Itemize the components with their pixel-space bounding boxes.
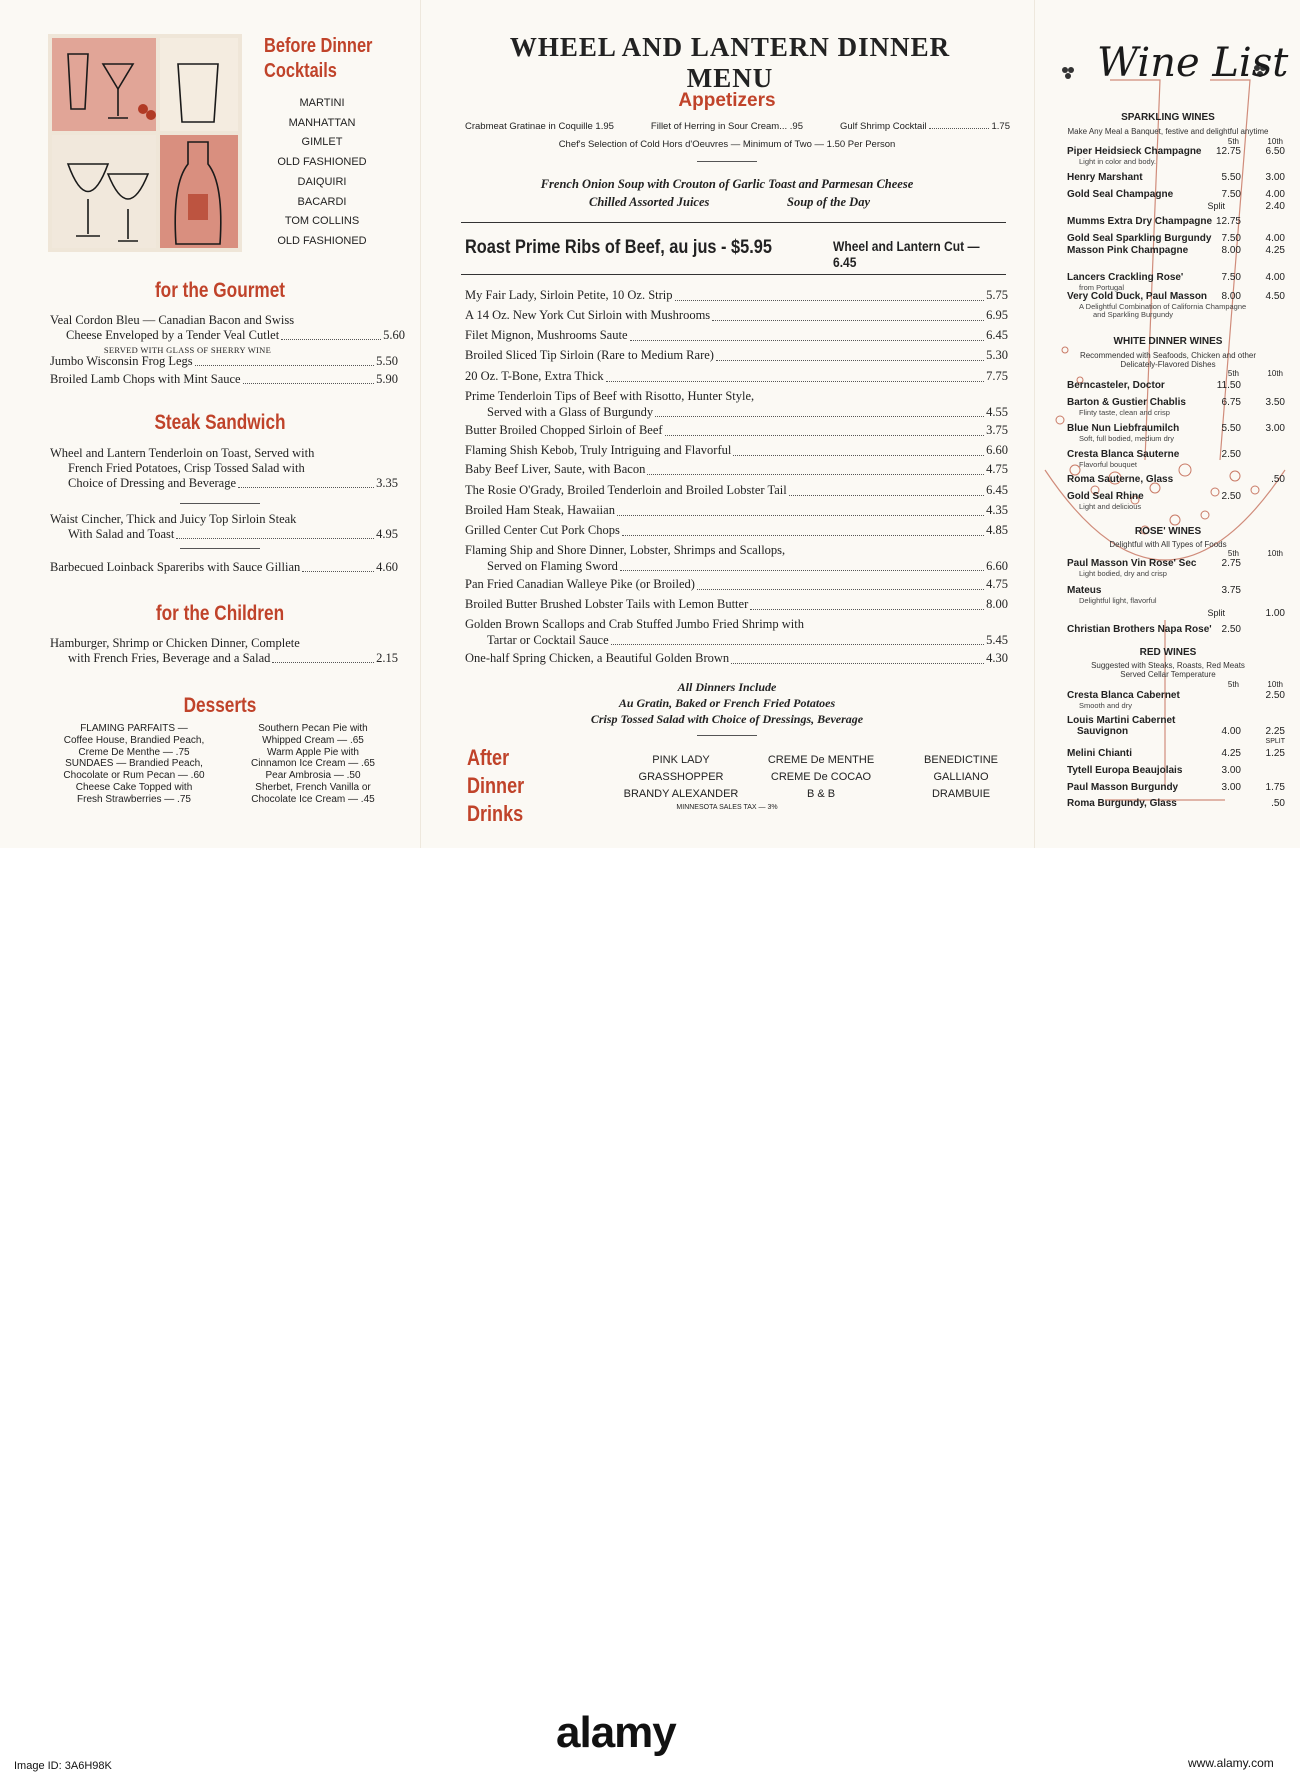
appetizer-line: Chef's Selection of Cold Hors d'Oeuvres — Minimum of Two — 1.50 Per Person (558, 139, 896, 150)
cocktail-item: OLD FASHIONED (277, 156, 367, 169)
entree-item: Broiled Sliced Tip Sirloin (Rare to Medium Rare) 5.30 (465, 348, 1008, 362)
children-title: for the Children (155, 602, 285, 625)
divider-rule (461, 222, 1006, 223)
price-fifth: 2.50 (1221, 624, 1241, 635)
wine-name: Roma Sauterne, Glass (1067, 474, 1174, 485)
dinners-include-line: Crisp Tossed Salad with Choice of Dressings, Beverage (590, 712, 864, 726)
cocktail-item: BACARDI (297, 195, 347, 208)
entree-item: Flaming Ship and Shore Dinner, Lobster, Shrimps and Scallops, Served on Flaming Sword 6.60 (465, 543, 1008, 573)
wine-name: Mateus (1067, 585, 1102, 596)
menu-title: WHEEL AND LANTERN DINNER MENU (509, 32, 951, 93)
right-panel (1034, 0, 1300, 848)
wine-note: A Delightful Combination of California Champagne (1079, 302, 1247, 311)
price-split: 2.40 (1265, 201, 1285, 212)
wine-note: from Portugal (1079, 283, 1125, 292)
column-header-10th: 10th (1267, 137, 1283, 146)
sales-tax-note: MINNESOTA SALES TAX — 3% (676, 804, 778, 811)
wine-name: Louis Martini Cabernet (1067, 715, 1176, 726)
wheel-lantern-cut: Wheel and Lantern Cut — 6.45 (833, 238, 980, 270)
wine-section-description: Served Cellar Temperature (1120, 670, 1216, 679)
before-dinner-title: Before Dinner Cocktails (264, 35, 373, 82)
entree-item: Golden Brown Scallops and Crab Stuffed Jumbo Fried Shrimp with Tartar or Cocktail Sauce 5.45 (465, 617, 1008, 647)
wine-name: Gold Seal Sparkling Burgundy (1067, 233, 1212, 244)
divider-ornament (697, 161, 757, 162)
column-header-10th: 10th (1267, 369, 1283, 378)
red-wines-title: RED WINES (1139, 647, 1197, 658)
wine-name: Paul Masson Burgundy (1067, 782, 1179, 793)
prime-rib-headline: Roast Prime Ribs of Beef, au jus - $5.95 (465, 237, 772, 258)
cocktail-item: OLD FASHIONED (277, 234, 367, 247)
dinners-include-heading: All Dinners Include (677, 680, 777, 694)
column-header-10th: 10th (1267, 549, 1283, 558)
wine-note: Soft, full bodied, medium dry (1079, 434, 1175, 443)
steak-sandwich-title: Steak Sandwich (154, 411, 286, 434)
price-fifth: 11.50 (1216, 380, 1241, 391)
site-url: www.alamy.com (1188, 1756, 1274, 1770)
entree-item: Pan Fried Canadian Walleye Pike (or Broiled) 4.75 (465, 577, 1008, 591)
price-tenth: 3.00 (1265, 423, 1285, 434)
wine-name: Gold Seal Champagne (1067, 189, 1174, 200)
column-header-10th: 10th (1267, 680, 1283, 689)
price-fifth: 5.50 (1221, 172, 1241, 183)
split-label: Split (1207, 608, 1225, 618)
price-fifth: 7.50 (1221, 272, 1241, 283)
price-fifth: 5.50 (1221, 423, 1241, 434)
price-fifth: 4.25 (1221, 748, 1241, 759)
white-wines-title: WHITE DINNER WINES (1113, 336, 1223, 347)
entree-item: A 14 Oz. New York Cut Sirloin with Mushrooms 6.95 (465, 308, 1008, 322)
entree-item: Prime Tenderloin Tips of Beef with Risotto, Hunter Style, Served with a Glass of Burgundy 4.55 (465, 389, 1008, 419)
cocktail-item: TOM COLLINS (284, 215, 360, 228)
entree-item: Filet Mignon, Mushrooms Saute 6.45 (465, 328, 1008, 342)
wine-note: Smooth and dry (1079, 701, 1132, 710)
cocktail-list (264, 94, 380, 252)
desserts-right-column: Southern Pecan Pie with Whipped Cream — .65 Warm Apple Pie with Cinnamon Ice Cream — .65 Pear Ambrosia — .50 Sherbet, French Vanilla or Chocolate Ice Cream — .45 (251, 723, 375, 805)
rose-wines-title: ROSE' WINES (1134, 526, 1202, 537)
entree-item: Baby Beef Liver, Saute, with Bacon 4.75 (465, 462, 1008, 476)
price-fifth: 7.50 (1221, 189, 1241, 200)
appetizers-title: Appetizers (678, 90, 776, 111)
wine-name: Mumms Extra Dry Champagne (1067, 216, 1213, 227)
wine-section-description: Delicately-Flavored Dishes (1120, 360, 1216, 369)
wine-section-description: Delightful with All Types of Foods (1109, 540, 1227, 549)
wine-note: Delightful light, flavorful (1079, 596, 1157, 605)
entree-item: Flaming Shish Kebob, Truly Intriguing and Flavorful 6.60 (465, 443, 1008, 457)
price-tenth: 4.00 (1265, 189, 1285, 200)
soup-of-day-item: Soup of the Day (787, 195, 870, 209)
wine-name: Christian Brothers Napa Rose' (1067, 624, 1212, 635)
wine-name: Roma Burgundy, Glass (1067, 798, 1177, 809)
wine-list-title: Wine List (1097, 40, 1289, 86)
split-label: SPLIT (1265, 738, 1285, 745)
entree-item: 20 Oz. T-Bone, Extra Thick 7.75 (465, 369, 1008, 383)
price-tenth: 3.50 (1265, 397, 1285, 408)
wine-note: Light in color and body. (1079, 157, 1156, 166)
wine-name: Very Cold Duck, Paul Masson (1067, 291, 1208, 302)
price-fifth: 8.00 (1221, 291, 1241, 302)
wine-name: Gold Seal Rhine (1067, 491, 1144, 502)
price-fifth: 8.00 (1221, 245, 1241, 256)
gourmet-item: Jumbo Wisconsin Frog Legs 5.50 (50, 354, 398, 368)
price-tenth: 1.75 (1265, 782, 1285, 793)
left-panel (0, 0, 418, 848)
image-id: Image ID: 3A6H98K (14, 1760, 112, 1772)
wine-section-description: Make Any Meal a Banquet, festive and delightful anytime (1067, 127, 1269, 136)
wine-name: Masson Pink Champagne (1067, 245, 1189, 256)
entree-item: My Fair Lady, Sirloin Petite, 10 Oz. Strip 5.75 (465, 288, 1008, 302)
dinners-include-line: Au Gratin, Baked or French Fried Potatoes (618, 696, 836, 710)
gourmet-item: Broiled Lamb Chops with Mint Sauce 5.90 (50, 372, 398, 386)
drinks-column: CREME De MENTHE CREME De COCAO B & B (767, 754, 875, 800)
wine-name: Barton & Gustier Chablis (1067, 397, 1186, 408)
price-tenth: 6.50 (1265, 146, 1285, 157)
sparkling-title: SPARKLING WINES (1121, 112, 1215, 123)
divider-ornament (180, 503, 260, 504)
wine-name: Berncasteler, Doctor (1067, 380, 1165, 391)
wine-name: Sauvignon (1077, 726, 1129, 737)
price-fifth: 12.75 (1215, 216, 1241, 227)
price-tenth: 4.00 (1265, 272, 1285, 283)
drinks-column: PINK LADY GRASSHOPPER BRANDY ALEXANDER (623, 754, 739, 800)
drinks-column: BENEDICTINE GALLIANO DRAMBUIE (924, 754, 998, 800)
price-tenth: 4.00 (1265, 233, 1285, 244)
cocktail-item: MARTINI (299, 97, 345, 109)
desserts-title: Desserts (183, 694, 257, 717)
split-label: Split (1207, 201, 1225, 211)
price-fifth: 4.00 (1221, 726, 1241, 737)
menu-page (0, 0, 1300, 848)
entree-item: Grilled Center Cut Pork Chops 4.85 (465, 523, 1008, 537)
wine-name: Paul Masson Vin Rose' Sec (1067, 558, 1197, 569)
price-tenth: 4.50 (1265, 291, 1285, 302)
price-fifth: 2.50 (1221, 449, 1241, 460)
after-dinner-title: After Dinner Drinks (467, 745, 525, 826)
desserts-left-column: FLAMING PARFAITS — Coffee House, Brandied Peach, Creme De Menthe — .75 SUNDAES — Brandied Peach, Chocolate or Rum Pecan — .60 Cheese Cake Topped with Fresh Strawberries — .75 (63, 723, 205, 805)
gourmet-title: for the Gourmet (154, 279, 286, 302)
steak-item: Wheel and Lantern Tenderloin on Toast, Served with French Fried Potatoes, Crisp Tossed Salad with Choice of Dressing and Beverage 3.35 (50, 446, 398, 490)
divider-ornament (180, 548, 260, 549)
wine-note: Flavorful bouquet (1079, 460, 1137, 469)
divider-rule (461, 274, 1006, 275)
wine-name: Cresta Blanca Cabernet (1067, 690, 1180, 701)
price-tenth: .50 (1271, 798, 1285, 809)
wine-note: and Sparkling Burgundy (1093, 310, 1174, 319)
appetizer-line: Crabmeat Gratinae in Coquille 1.95 Fillet of Herring in Sour Cream... .95 Gulf Shrimp Cocktail 1.75 (465, 121, 1010, 132)
price-tenth: 4.25 (1265, 245, 1285, 256)
price-fifth: 7.50 (1221, 233, 1241, 244)
entree-item: Broiled Ham Steak, Hawaiian 4.35 (465, 503, 1008, 517)
column-header-5th: 5th (1227, 137, 1239, 146)
children-item: Hamburger, Shrimp or Chicken Dinner, Complete with French Fries, Beverage and a Salad 2.15 (50, 636, 398, 665)
wine-note: Light and delicious (1079, 502, 1142, 511)
price-split: 1.00 (1265, 608, 1285, 619)
cocktail-item: MANHATTAN (288, 116, 356, 129)
price-tenth: 2.50 (1265, 690, 1285, 701)
center-panel (420, 0, 1033, 848)
price-fifth: 3.75 (1221, 585, 1241, 596)
price-tenth: 3.00 (1265, 172, 1285, 183)
price-fifth: 3.00 (1221, 765, 1241, 776)
wine-name: Piper Heidsieck Champagne (1067, 146, 1202, 157)
divider-ornament (697, 735, 757, 736)
steak-item: Waist Cincher, Thick and Juicy Top Sirloin Steak With Salad and Toast 4.95 (50, 512, 398, 541)
alamy-logo: alamy (556, 1708, 676, 1757)
wine-section-description: Recommended with Seafoods, Chicken and other (1079, 351, 1257, 360)
entree-item: Broiled Butter Brushed Lobster Tails with Lemon Butter 8.00 (465, 597, 1008, 611)
price-fifth: 3.00 (1221, 782, 1241, 793)
stock-banner (0, 848, 1300, 1772)
price-tenth: 2.25 (1265, 726, 1285, 737)
wine-section-description: Suggested with Steaks, Roasts, Red Meats (1091, 661, 1245, 670)
column-header-5th: 5th (1227, 549, 1239, 558)
cocktail-item: DAIQUIRI (297, 175, 347, 188)
wine-note: Light bodied, dry and crisp (1079, 569, 1167, 578)
wine-name: Tytell Europa Beaujolais (1067, 765, 1183, 776)
wine-name: Cresta Blanca Sauterne (1067, 449, 1180, 460)
entree-item: One-half Spring Chicken, a Beautiful Golden Brown 4.30 (465, 651, 1008, 665)
cocktail-item: GIMLET (301, 136, 343, 149)
price-fifth: 2.50 (1221, 491, 1241, 502)
wine-note: Flinty taste, clean and crisp (1079, 408, 1170, 417)
price-tenth: .50 (1271, 474, 1285, 485)
soup-line: French Onion Soup with Crouton of Garlic Toast and Parmesan Cheese (540, 177, 914, 191)
price-fifth: 6.75 (1221, 397, 1241, 408)
price-fifth: 2.75 (1221, 558, 1241, 569)
wine-name: Blue Nun Liebfraumilch (1067, 423, 1180, 434)
entree-item: The Rosie O'Grady, Broiled Tenderloin and Broiled Lobster Tail 6.45 (465, 483, 1008, 497)
juices-item: Chilled Assorted Juices (589, 195, 710, 209)
wine-name: Henry Marshant (1067, 172, 1143, 183)
wine-name: Melini Chianti (1067, 748, 1132, 759)
steak-item: Barbecued Loinback Spareribs with Sauce Gillian 4.60 (50, 560, 398, 574)
price-fifth: 12.75 (1215, 146, 1241, 157)
price-tenth: 1.25 (1265, 748, 1285, 759)
column-header-5th: 5th (1227, 680, 1239, 689)
column-header-5th: 5th (1227, 369, 1239, 378)
cocktail-glasses-illustration (48, 34, 242, 252)
entree-item: Butter Broiled Chopped Sirloin of Beef 3.75 (465, 423, 1008, 437)
gourmet-item: Veal Cordon Bleu — Canadian Bacon and Swiss Cheese Enveloped by a Tender Veal Cutlet 5.60 SERVED WITH GLASS OF SHERRY WINE (50, 313, 405, 355)
wine-name: Lancers Crackling Rose' (1067, 272, 1184, 283)
